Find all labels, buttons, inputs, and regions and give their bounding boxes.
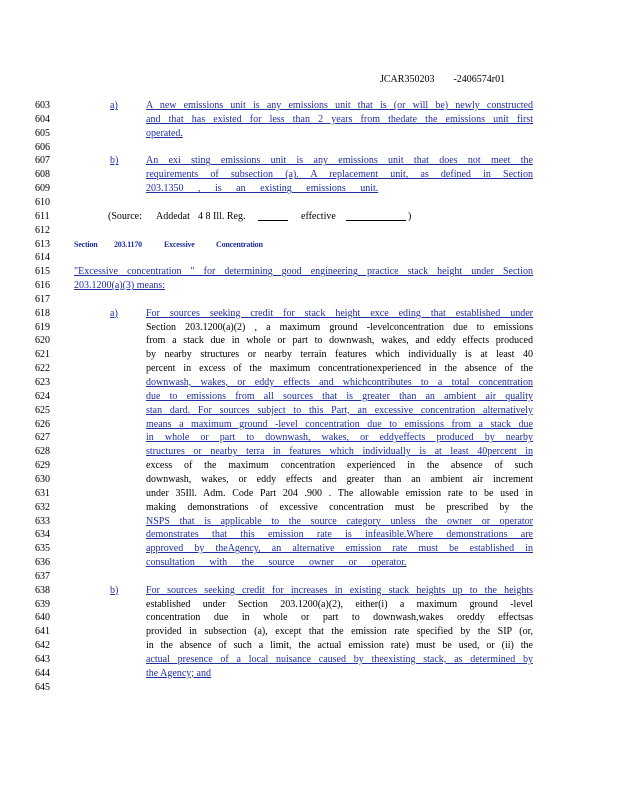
line-number: 605 (35, 127, 50, 139)
line-635 (0, 543, 618, 555)
line-number: 630 (35, 473, 50, 485)
line-number: 645 (35, 681, 50, 693)
line-number: 629 (35, 460, 50, 472)
line-number: 635 (35, 543, 50, 555)
line-number: 616 (35, 280, 50, 292)
line-text: downwash, wakes, or eddy effects and whichcontributes to a total concentration (146, 377, 533, 388)
line-number: 627 (35, 432, 50, 444)
line-number: 615 (35, 266, 50, 278)
line-number: 622 (35, 363, 50, 375)
line-text: percent in excess of the maximum concentrationexperienced in the absence of the (146, 363, 533, 375)
line-text: A new emissions unit is any emissions unit that is (or will be) newly constructed (146, 100, 533, 111)
line-text: For sources seeking credit for increases in existing stack heights up to the heights (146, 584, 533, 596)
line-620 (0, 335, 618, 347)
line-text: in whole or part to downwash, wakes, or eddyeffects produced by nearby (146, 432, 533, 444)
line-number: 626 (35, 418, 50, 430)
line-text: concentration due in whole or part to downwash,wakes oreddy effectsas (146, 612, 533, 624)
line-text: 203.1200(a)(3) means: (74, 280, 166, 292)
section-heading-part: Excessive (164, 239, 195, 249)
source-part: Addedat (156, 210, 190, 222)
line-number: 613 (35, 238, 50, 250)
line-text: NSPS that is applicable to the source category unless the owner or operator (146, 515, 533, 527)
source-part: 4 8 Ill. Reg. (198, 210, 246, 222)
line-number: 604 (35, 113, 50, 125)
line-640 (0, 612, 618, 624)
doc-id: JCAR350203 (380, 74, 435, 85)
line-text: provided in subsection (a), except that the emission rate specified by the SIP (or, (146, 626, 533, 638)
line-612 (0, 225, 618, 237)
line-619 (0, 322, 618, 334)
line-number: 642 (35, 640, 50, 652)
line-617 (0, 294, 618, 306)
line-633 (0, 516, 618, 528)
subsection-marker: b) (110, 584, 119, 596)
line-text: Section 203.1200(a)(2) , a maximum ground -levelconcentration due to emissions (146, 321, 533, 333)
line-text: requirements of subsection (a). A replacement unit, as defined in Section (146, 169, 533, 181)
line-text: due to emissions from all sources that is greater than an ambient air quality (146, 390, 533, 402)
line-number: 621 (35, 349, 50, 361)
line-number: 624 (35, 390, 50, 402)
line-606 (0, 142, 618, 154)
line-text: and that has existed for less than 2 years from thedate the emissions unit first (146, 113, 533, 125)
line-text: stan dard. For sources subject to this Part, an excessive concentration alternatively (146, 404, 533, 416)
line-number: 638 (35, 584, 50, 596)
line-text: actual presence of a local nuisance caused by theexisting stack, as determined by (146, 654, 533, 665)
doc-revision: -2406574r01 (453, 74, 506, 85)
line-text: approved by theAgency, an alternative emission rate must be established in (146, 543, 533, 555)
blank-field (258, 211, 288, 221)
source-close: ) (408, 210, 412, 222)
line-636 (0, 557, 618, 569)
line-text: means a maximum ground -level concentration due to emissions from a stack due (146, 418, 533, 430)
line-number: 634 (35, 529, 50, 541)
document-header (380, 74, 505, 85)
blank-field (346, 211, 406, 221)
line-number: 628 (35, 446, 50, 458)
line-604 (0, 114, 618, 126)
line-609 (0, 183, 618, 195)
line-630 (0, 474, 618, 486)
line-number: 631 (35, 487, 50, 499)
line-number: 603 (35, 100, 50, 111)
line-614 (0, 252, 618, 264)
line-605 (0, 128, 618, 140)
subsection-marker: a) (110, 307, 118, 319)
line-number: 623 (35, 377, 50, 388)
section-heading-part: Section (74, 239, 98, 249)
line-643 (0, 654, 618, 666)
line-613 (0, 239, 618, 251)
line-623 (0, 377, 618, 389)
line-626 (0, 419, 618, 431)
section-heading-part: 203.1170 (114, 239, 142, 249)
line-number: 610 (35, 196, 50, 208)
line-622 (0, 363, 618, 375)
section-heading-part: Concentration (216, 239, 263, 249)
line-text: from a stack due in whole or part to downwash, wakes, and eddy effects produced (146, 335, 533, 347)
line-611 (0, 211, 618, 223)
line-text: under 35Ill. Adm. Code Part 204 .900 . The allowable emission rate to be used in (146, 487, 533, 499)
subsection-marker: b) (110, 155, 119, 167)
line-text: "Excessive concentration " for determining good engineering practice stack height under Section (74, 266, 533, 278)
line-642 (0, 640, 618, 652)
line-text: For sources seeking credit for stack height exce eding that established under (146, 307, 533, 319)
line-628 (0, 446, 618, 458)
line-641 (0, 626, 618, 638)
line-text: the Agency; and (146, 667, 211, 679)
line-624 (0, 391, 618, 403)
line-639 (0, 599, 618, 611)
line-number: 609 (35, 183, 50, 195)
line-text: 203.1350 , is an existing emissions unit. (146, 183, 379, 195)
line-text: structures or nearby terra in features which individually is at least 40percent in (146, 446, 533, 458)
line-text: An exi sting emissions unit is any emissions unit that does not meet the (146, 155, 533, 167)
line-618 (0, 308, 618, 320)
line-616 (0, 280, 618, 292)
line-text: making demonstrations of excessive concentration must be prescribed by the (146, 501, 533, 513)
line-number: 625 (35, 404, 50, 416)
line-number: 606 (35, 141, 50, 153)
line-number: 640 (35, 612, 50, 624)
line-number: 619 (35, 321, 50, 333)
line-text: consultation with the source owner or operator. (146, 557, 407, 569)
line-645 (0, 682, 618, 694)
line-632 (0, 502, 618, 514)
line-608 (0, 169, 618, 181)
line-629 (0, 460, 618, 472)
source-effective: effective (301, 210, 336, 222)
line-638 (0, 585, 618, 597)
line-number: 632 (35, 501, 50, 513)
line-number: 617 (35, 293, 50, 305)
line-text: demonstrates that this emission rate is infeasible.Where demonstrations are (146, 529, 533, 541)
line-text: operated. (146, 127, 183, 139)
line-634 (0, 529, 618, 541)
line-615 (0, 266, 618, 278)
line-621 (0, 349, 618, 361)
line-number: 611 (35, 210, 50, 222)
line-625 (0, 405, 618, 417)
line-number: 620 (35, 335, 50, 347)
line-text: downwash, wakes, or eddy effects and greater than an ambient air increment (146, 473, 533, 485)
line-610 (0, 197, 618, 209)
line-number: 641 (35, 626, 50, 638)
line-number: 607 (35, 155, 50, 167)
line-637 (0, 571, 618, 583)
subsection-marker: a) (110, 100, 118, 111)
line-number: 612 (35, 224, 50, 236)
line-text: excess of the maximum concentration experienced in the absence of such (146, 460, 533, 472)
source-part: (Source: (108, 210, 142, 222)
line-644 (0, 668, 618, 680)
line-number: 633 (35, 515, 50, 527)
line-631 (0, 488, 618, 500)
line-number: 644 (35, 667, 50, 679)
line-number: 637 (35, 570, 50, 582)
line-603 (0, 100, 618, 112)
line-number: 643 (35, 654, 50, 665)
line-number: 614 (35, 252, 50, 264)
line-number: 639 (35, 598, 50, 610)
line-text: by nearby structures or nearby terrain features which individually is at least 40 (146, 349, 533, 361)
line-627 (0, 432, 618, 444)
line-number: 636 (35, 557, 50, 569)
line-number: 608 (35, 169, 50, 181)
line-607 (0, 155, 618, 167)
line-number: 618 (35, 307, 50, 319)
line-text: established under Section 203.1200(a)(2), either(i) a maximum ground -level (146, 598, 533, 610)
line-text: in the absence of such a limit, the actual emission rate) must be used, or (ii) the (146, 640, 533, 652)
